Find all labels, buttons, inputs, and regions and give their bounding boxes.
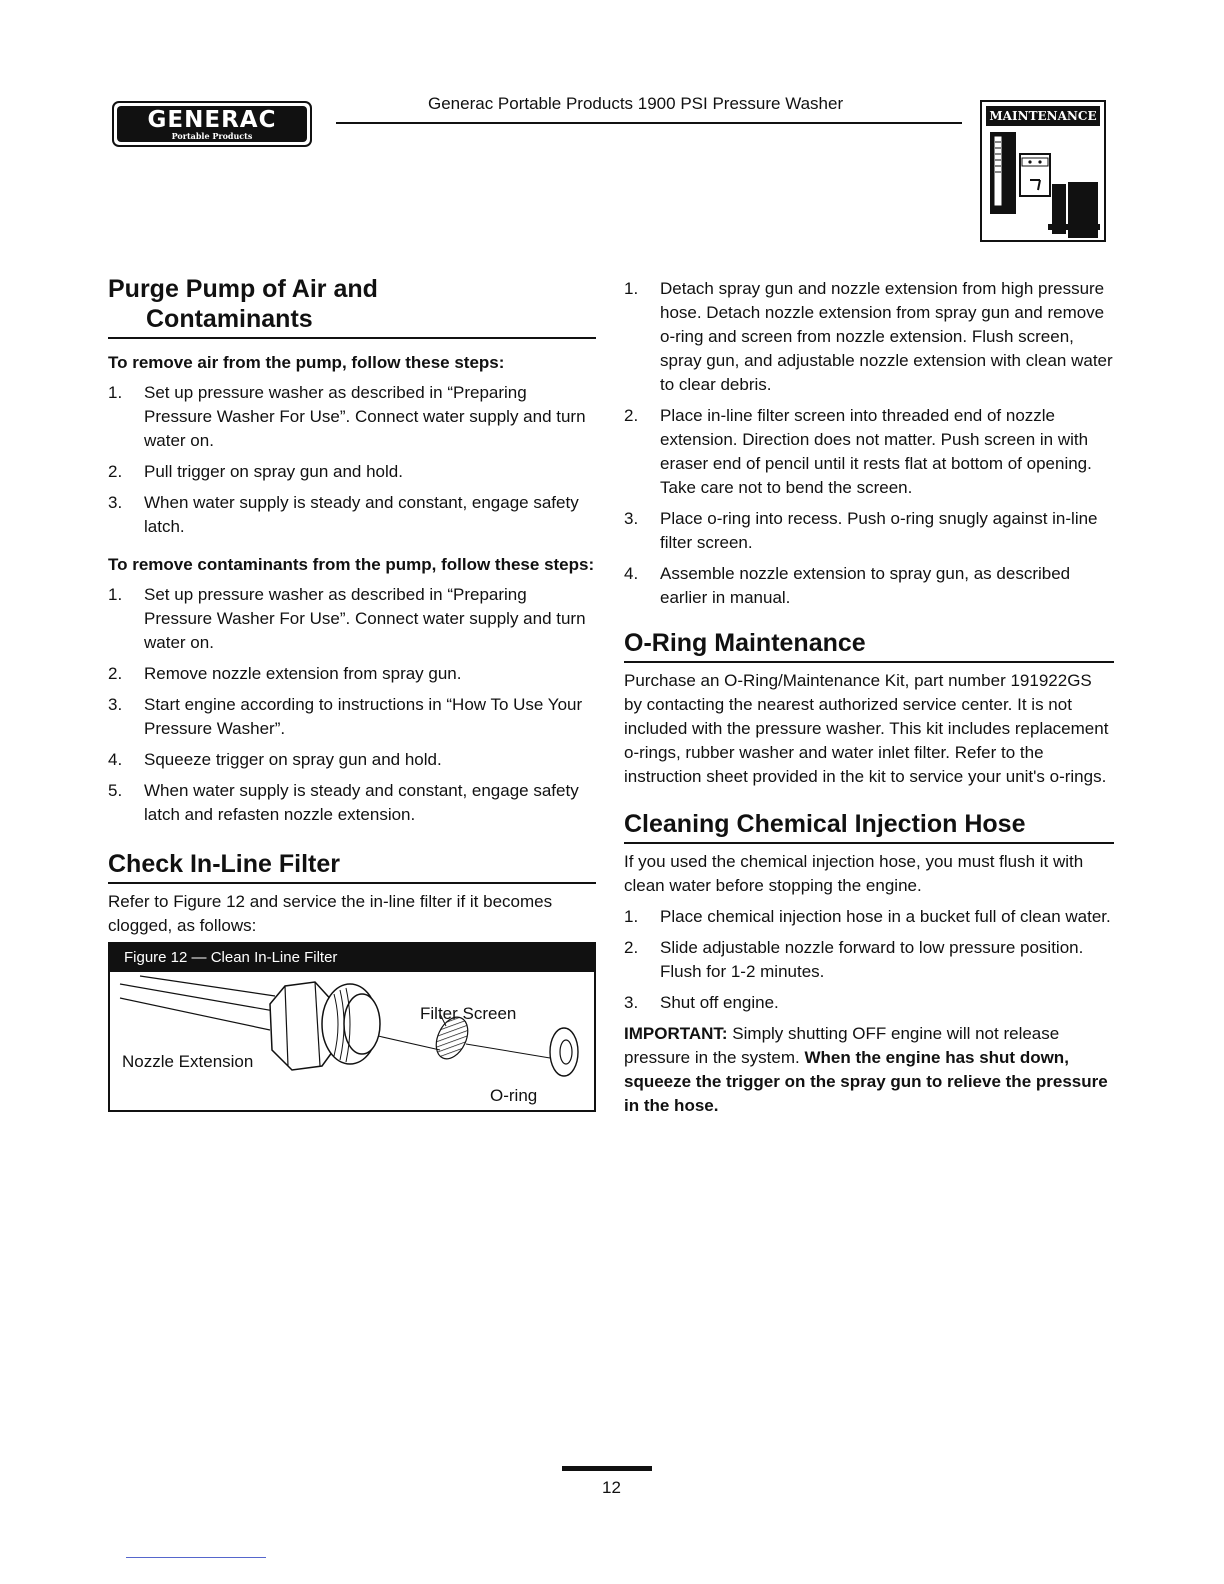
chemical-heading: Cleaning Chemical Injection Hose xyxy=(624,809,1114,844)
purge-heading xyxy=(108,274,596,339)
chemical-steps-list xyxy=(624,905,1114,1015)
important-text: Simply shutting OFF engine will not release pressure in the system. xyxy=(624,1024,1060,1067)
list-item: 3. Start engine according to instructions in “How To Use Your Pressure Washer”. xyxy=(108,695,583,738)
header-rule xyxy=(336,122,962,124)
list-item: 5. When water supply is steady and constant, engage safety latch and refasten nozzle extension. xyxy=(108,781,579,824)
filter-heading: Check In-Line Filter xyxy=(108,849,596,884)
list-item: 1. Set up pressure washer as described in “Preparing Pressure Washer For Use”. Connect water supply and turn water on. xyxy=(108,383,586,450)
air-steps-list xyxy=(108,381,596,539)
purge-heading-line1: Purge Pump of Air and xyxy=(108,275,378,303)
chemical-intro: If you used the chemical injection hose, you must flush it with clean water before stopping the engine. xyxy=(624,852,1084,895)
important-note xyxy=(624,1022,1114,1118)
left-column xyxy=(108,274,596,1112)
list-item: 4. Assemble nozzle extension to spray gun, as described earlier in manual. xyxy=(624,564,1071,607)
list-item: 4. Squeeze trigger on spray gun and hold. xyxy=(108,750,442,769)
list-item: 2. Pull trigger on spray gun and hold. xyxy=(108,462,403,481)
list-item: 2. Remove nozzle extension from spray gun. xyxy=(108,664,462,683)
contaminant-steps-list xyxy=(108,583,596,827)
list-item: 3. When water supply is steady and constant, engage safety latch. xyxy=(108,493,579,536)
document-title: Generac Portable Products 1900 PSI Pressure Washer xyxy=(428,94,844,113)
list-item: 3. Place o-ring into recess. Push o-ring snugly against in-line filter screen. xyxy=(624,509,1098,552)
label-filter-screen: Filter Screen xyxy=(420,1004,517,1023)
list-item: 2. Place in-line filter screen into threaded end of nozzle extension. Direction does not matter. Push screen in with eraser end of pencil until it rests flat at bottom of opening. Take care not to bend the screen. xyxy=(624,406,1092,497)
logo-wordmark: GENERAC xyxy=(147,107,277,133)
air-intro: To remove air from the pump, follow these steps: xyxy=(108,353,505,372)
purge-heading-line2: Contaminants xyxy=(146,305,313,333)
contaminants-intro: To remove contaminants from the pump, follow these steps: xyxy=(108,555,595,574)
oring-body: Purchase an O-Ring/Maintenance Kit, part number 191922GS by contacting the nearest authorized service center. It is not included with the pressure washer. This kit includes replacement o-rings, rubber washer and water inlet filter. Refer to the instruction sheet provided in the kit to service your unit's o-rings. xyxy=(624,671,1109,786)
filter-steps-list xyxy=(624,277,1114,610)
oring-heading: O-Ring Maintenance xyxy=(624,628,1114,663)
label-nozzle-extension: Nozzle Extension xyxy=(122,1052,254,1071)
list-item: 1. Set up pressure washer as described in “Preparing Pressure Washer For Use”. Connect water supply and turn water on. xyxy=(108,585,586,652)
calendar-tools-icon xyxy=(982,128,1104,242)
filter-intro: Refer to Figure 12 and service the in-line filter if it becomes clogged, as follows: xyxy=(108,892,553,935)
badge-label: MAINTENANCE xyxy=(986,106,1100,126)
bottom-rule xyxy=(126,1557,266,1558)
important-bold-text: When the engine has shut down, squeeze the trigger on the spray gun to relieve the pressure in the hose. xyxy=(624,1048,1108,1115)
figure-12 xyxy=(108,942,596,1112)
list-item: 3. Shut off engine. xyxy=(624,993,779,1012)
logo-subtext: Portable Products xyxy=(171,131,253,141)
list-item: 1. Detach spray gun and nozzle extension from high pressure hose. Detach nozzle extension from spray gun and remove o-ring and screen from nozzle extension. Flush screen, spray gun, and adjustable nozzle extension with clean water to clear debris. xyxy=(624,279,1113,394)
generac-logo xyxy=(112,101,312,147)
important-label: IMPORTANT: xyxy=(624,1024,728,1043)
page-number-bar xyxy=(562,1466,652,1471)
maintenance-badge xyxy=(980,100,1106,242)
right-column xyxy=(624,277,1114,1118)
list-item: 2. Slide adjustable nozzle forward to low pressure position. Flush for 1-2 minutes. xyxy=(624,938,1084,981)
list-item: 1. Place chemical injection hose in a bucket full of clean water. xyxy=(624,907,1111,926)
figure-title: Figure 12 — Clean In-Line Filter xyxy=(110,944,594,972)
page-number: 12 xyxy=(602,1478,621,1497)
label-o-ring: O-ring xyxy=(490,1086,538,1105)
